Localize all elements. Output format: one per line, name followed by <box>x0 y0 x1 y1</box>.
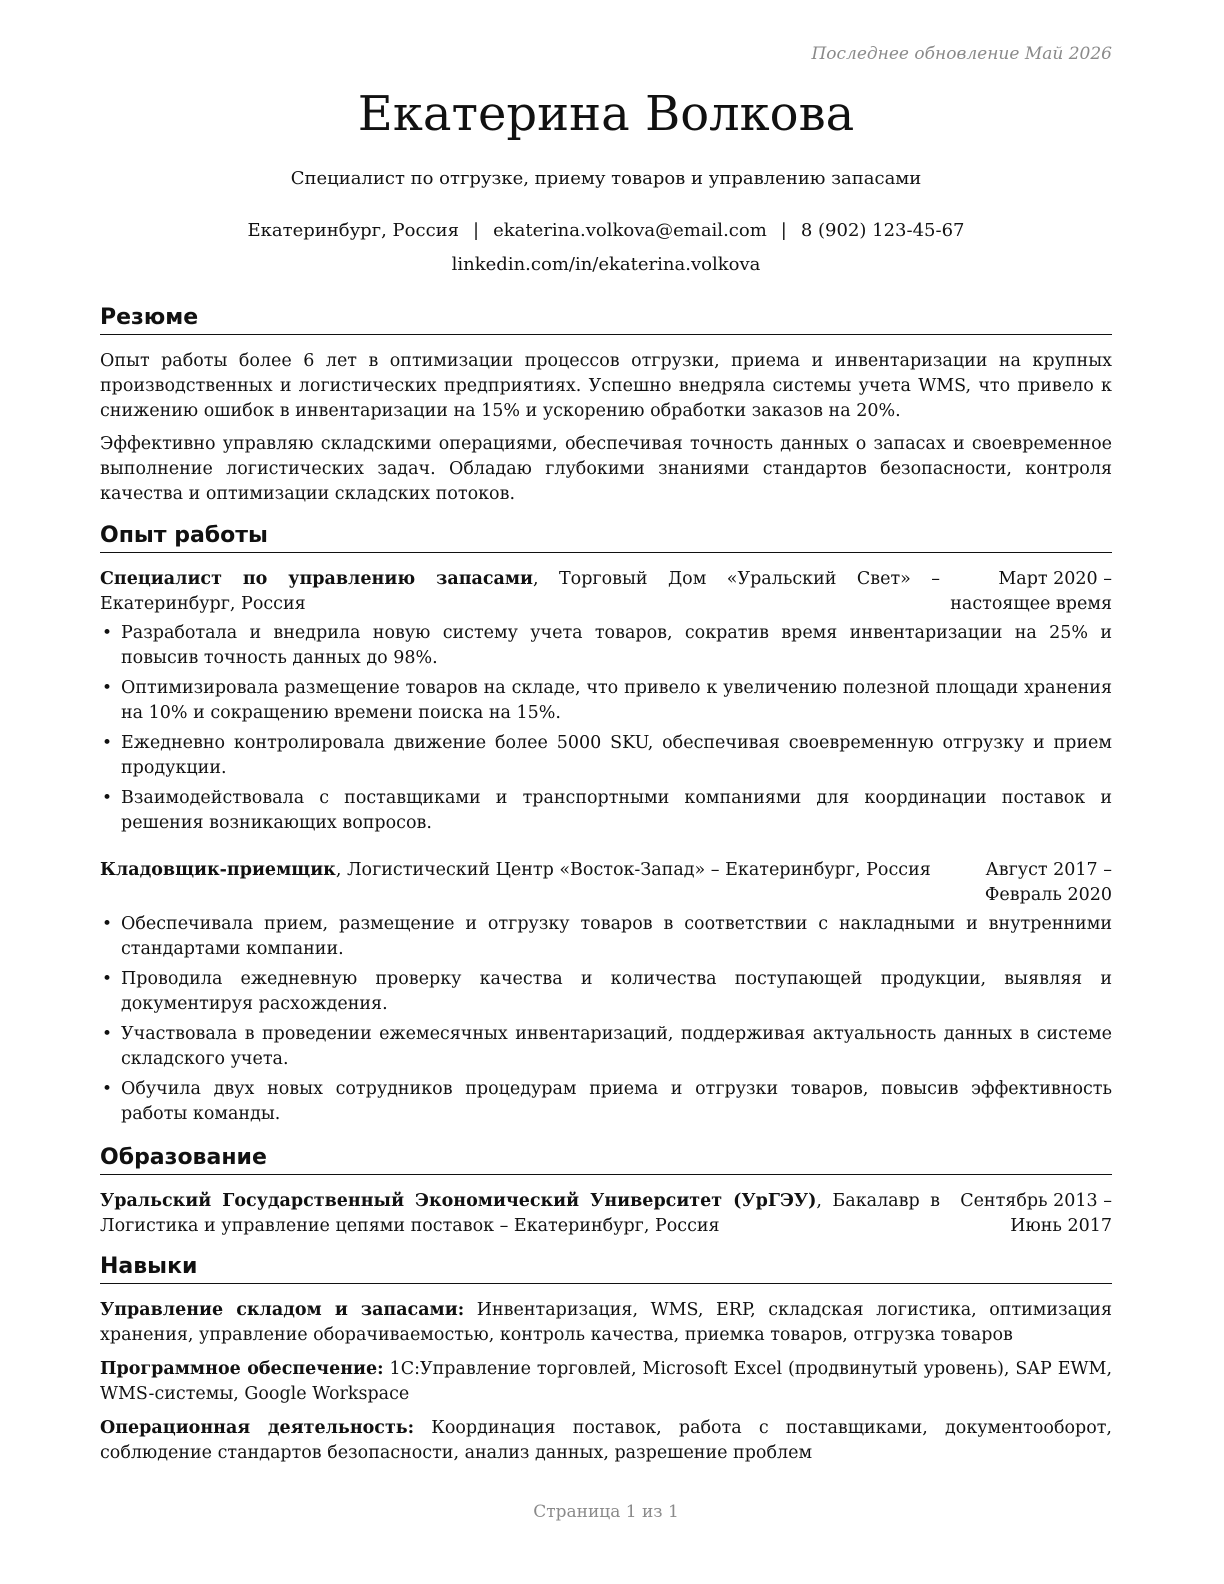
last-updated: Последнее обновление Май 2026 <box>811 44 1112 64</box>
section-title-skills: Навыки <box>100 1253 1112 1284</box>
summary-paragraph: Эффективно управляю складскими операциями, обеспечивая точность данных о запасах и своевременное выполнение логистических задач. Обладаю глубокими знаниями стандартов безопасности, контроля качества и оптимизации складских потоков. <box>100 434 1112 504</box>
job-position: Специалист по управлению запасами <box>100 569 534 589</box>
contact-location: Екатеринбург, Россия <box>247 220 460 241</box>
bullet-icon: • <box>102 1024 113 1044</box>
bullet-text: Участвовала в проведении ежемесячных инвентаризаций, поддерживая актуальность данных в системе складского учета. <box>121 1024 1112 1069</box>
skill-row <box>100 1357 1112 1407</box>
bullet-icon: • <box>102 678 113 698</box>
bullet-icon: • <box>102 914 113 934</box>
education-entry <box>100 1189 1112 1239</box>
candidate-tagline: Специалист по отгрузке, приему товаров и управлению запасами <box>290 168 922 189</box>
list-item <box>100 1022 1112 1072</box>
job-company: , Логистический Центр «Восток-Запад» – Екатеринбург, Россия <box>335 860 931 880</box>
bullet-text: Обеспечивала прием, размещение и отгрузку товаров в соответствии с накладными и внутренними стандартами компании. <box>121 914 1112 959</box>
summary-section <box>100 304 1112 515</box>
skill-row <box>100 1298 1112 1348</box>
bullet-text: Ежедневно контролировала движение более 5000 SKU, обеспечивая своевременную отгрузку и прием продукции. <box>121 733 1112 778</box>
list-item <box>100 786 1112 836</box>
bullet-icon: • <box>102 623 113 643</box>
contact-phone: 8 (902) 123-45-67 <box>800 220 965 241</box>
section-title-experience: Опыт работы <box>100 522 1112 553</box>
list-item <box>100 967 1112 1017</box>
section-title-education: Образование <box>100 1144 1112 1175</box>
skill-label: Управление складом и запасами: <box>100 1300 465 1320</box>
bullet-icon: • <box>102 1079 113 1099</box>
job-company: , Торговый Дом «Уральский Свет» – Екатеринбург, Россия <box>100 569 940 614</box>
job-position: Кладовщик-приемщик <box>100 860 336 880</box>
contact-separator: | <box>780 220 787 241</box>
job-title-line <box>100 567 940 617</box>
job-header <box>100 567 1112 617</box>
job-entry <box>100 567 1112 836</box>
list-item <box>100 1077 1112 1127</box>
list-item <box>100 676 1112 726</box>
list-item <box>100 731 1112 781</box>
education-section <box>100 1144 1112 1239</box>
job-title-line <box>100 858 940 883</box>
list-item <box>100 912 1112 962</box>
education-degree: , Бакалавр в Логистика и управление цепями поставок – Екатеринбург, Россия <box>100 1191 941 1236</box>
bullet-text: Оптимизировала размещение товаров на складе, что привело к увеличению полезной площади хранения на 10% и сокращению времени поиска на 15%. <box>121 678 1112 723</box>
job-dates: Март 2020 – настоящее время <box>950 569 1112 614</box>
summary-paragraph: Опыт работы более 6 лет в оптимизации процессов отгрузки, приема и инвентаризации на крупных производственных и логистических предприятиях. Успешно внедряла системы учета WMS, что привело к снижению ошибок в инвентаризации на 15% и ускорению обработки заказов на 20%. <box>100 351 1112 421</box>
job-bullets <box>100 912 1112 1127</box>
contact-separator: | <box>473 220 480 241</box>
resume-page <box>100 0 1112 1584</box>
skill-value: Инвентаризация, WMS, ERP, складская логистика, оптимизация хранения, управление оборачиваемостью, контроль качества, приемка товаров, отгрузка товаров <box>100 1300 1113 1345</box>
bullet-text: Проводила ежедневную проверку качества и количества поступающей продукции, выявляя и документируя расхождения. <box>121 969 1112 1014</box>
contact-email[interactable]: ekaterina.volkova@email.com <box>493 220 767 241</box>
bullet-text: Обучила двух новых сотрудников процедурам приема и отгрузки товаров, повысив эффективность работы команды. <box>121 1079 1112 1124</box>
bullet-icon: • <box>102 788 113 808</box>
bullet-icon: • <box>102 969 113 989</box>
bullet-text: Разработала и внедрила новую систему учета товаров, сократив время инвентаризации на 25% и повысив точность данных до 98%. <box>121 623 1112 668</box>
skill-label: Операционная деятельность: <box>100 1418 415 1438</box>
skill-row <box>100 1416 1112 1466</box>
experience-section <box>100 522 1112 1132</box>
skill-value: 1С:Управление торговлей, Microsoft Excel (продвинутый уровень), SAP EWM, WMS-системы, Google Workspace <box>100 1359 1113 1404</box>
skills-section <box>100 1253 1112 1475</box>
candidate-name: Екатерина Волкова <box>357 86 855 142</box>
skill-value: Координация поставок, работа с поставщиками, документооборот, соблюдение стандартов безопасности, анализ данных, разрешение проблем <box>100 1418 1112 1463</box>
job-bullets <box>100 621 1112 836</box>
education-dates: Сентябрь 2013 – Июнь 2017 <box>960 1191 1112 1236</box>
job-header <box>100 858 1112 908</box>
bullet-icon: • <box>102 733 113 753</box>
list-item <box>100 621 1112 671</box>
skill-label: Программное обеспечение: <box>100 1359 384 1379</box>
education-school: Уральский Государственный Экономический Университет (УрГЭУ) <box>100 1191 817 1211</box>
contact-linkedin[interactable]: linkedin.com/in/ekaterina.volkova <box>451 254 761 275</box>
section-title-summary: Резюме <box>100 304 1112 335</box>
page-number: Страница 1 из 1 <box>533 1502 679 1522</box>
education-line <box>100 1189 940 1239</box>
job-entry <box>100 858 1112 1127</box>
contact-line <box>100 220 1112 241</box>
bullet-text: Взаимодействовала с поставщиками и транспортными компаниями для координации поставок и решения возникающих вопросов. <box>121 788 1112 833</box>
job-dates: Август 2017 – Февраль 2020 <box>984 860 1112 905</box>
